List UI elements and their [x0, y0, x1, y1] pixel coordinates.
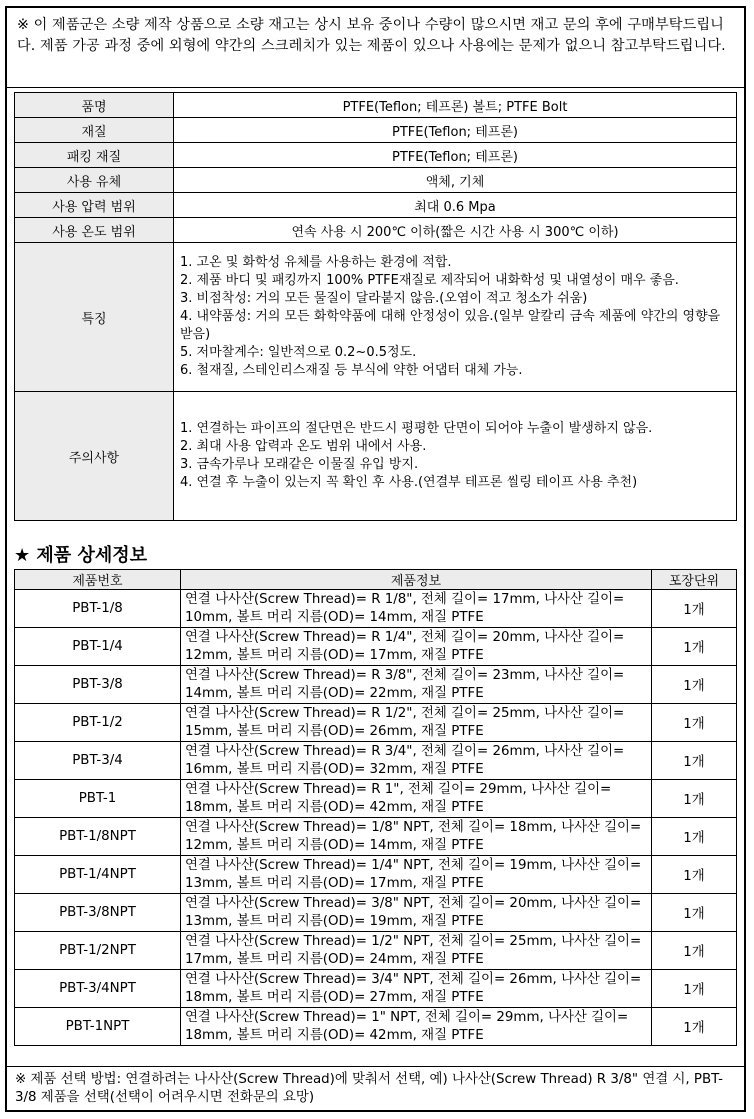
product-unit: 1개: [652, 818, 737, 856]
product-code: PBT-1NPT: [15, 1008, 181, 1046]
header-code: 제품번호: [15, 570, 181, 590]
spec-label: 사용 압력 범위: [15, 193, 174, 218]
spec-value: 액체, 기체: [174, 168, 737, 193]
product-info: 연결 나사산(Screw Thread)= R 3/8", 전체 길이= 23mm, 나사산 길이= 14mm, 볼트 머리 지름(OD)= 22mm, 재질 PTFE: [181, 666, 652, 704]
product-code: PBT-1/2: [15, 704, 181, 742]
spec-value: PTFE(Teflon; 테프론): [174, 143, 737, 168]
spec-value: 연속 사용 시 200℃ 이하(짧은 시간 사용 시 300℃ 이하): [174, 218, 737, 243]
spec-row: [15, 193, 737, 218]
cautions-label: 주의사항: [15, 392, 174, 521]
spec-label: 사용 유체: [15, 168, 174, 193]
spec-row: [15, 168, 737, 193]
product-code: PBT-3/8NPT: [15, 894, 181, 932]
features-line: 4. 내약품성: 거의 모든 화학약품에 대해 안정성이 있음.(일부 알칼리 금속 제품에 약간의 영향을 받음): [180, 309, 721, 342]
selection-guide: ※ 제품 선택 방법: 연결하려는 나사산(Screw Thread)에 맞춰서 선택, 예) 나사산(Screw Thread) R 3/8" 연결 시, PBT-3/8 제품을 선택(선택이 어려우시면 전화문의 요망): [7, 1066, 744, 1110]
product-unit: 1개: [652, 742, 737, 780]
product-row: [15, 932, 737, 970]
product-code: PBT-1/4: [15, 628, 181, 666]
product-unit: 1개: [652, 666, 737, 704]
spec-label: 패킹 재질: [15, 143, 174, 168]
spec-value: PTFE(Teflon; 테프론): [174, 118, 737, 143]
header-info: 제품정보: [181, 570, 652, 590]
product-row: [15, 704, 737, 742]
spec-row: [15, 118, 737, 143]
features-line: 3. 비점착성: 거의 모든 물질이 달라붙지 않음.(오염이 적고 청소가 쉬움): [180, 291, 588, 306]
product-unit: 1개: [652, 628, 737, 666]
product-row: [15, 590, 737, 628]
header-unit: 포장단위: [652, 570, 737, 590]
spec-row: [15, 143, 737, 168]
product-code: PBT-3/8: [15, 666, 181, 704]
detail-section-title: ★ 제품 상세정보: [14, 545, 147, 566]
spec-label: 품명: [15, 93, 174, 118]
product-info: 연결 나사산(Screw Thread)= 3/8" NPT, 전체 길이= 20mm, 나사산 길이= 13mm, 볼트 머리 지름(OD)= 19mm, 재질 PTFE: [181, 894, 652, 932]
cautions-text: [174, 392, 737, 521]
features-line: 6. 철재질, 스테인리스재질 등 부식에 약한 어댑터 대체 가능.: [180, 363, 523, 378]
features-line: 1. 고온 및 화학성 유체를 사용하는 환경에 적합.: [180, 255, 452, 270]
spec-label: 사용 온도 범위: [15, 218, 174, 243]
features-text: [174, 243, 737, 392]
product-code: PBT-1/8: [15, 590, 181, 628]
product-code: PBT-1/4NPT: [15, 856, 181, 894]
product-row: [15, 780, 737, 818]
cautions-line: 4. 연결 후 누출이 있는지 꼭 확인 후 사용.(연결부 테프론 씰링 테이프 사용 추천): [180, 475, 638, 490]
stock-notice: ※ 이 제품군은 소량 제작 상품으로 소량 재고는 상시 보유 중이나 수량이 많으시면 재고 문의 후에 구매부탁드립니다. 제품 가공 과정 중에 외형에 약간의 스크레치가 있는 제품이 있으나 사용에는 문제가 없으니 참고부탁드립니다.: [7, 8, 744, 88]
product-row: [15, 894, 737, 932]
product-info: 연결 나사산(Screw Thread)= 1/2" NPT, 전체 길이= 25mm, 나사산 길이= 17mm, 볼트 머리 지름(OD)= 24mm, 재질 PTFE: [181, 932, 652, 970]
product-code: PBT-1/8NPT: [15, 818, 181, 856]
product-unit: 1개: [652, 780, 737, 818]
product-code: PBT-1/2NPT: [15, 932, 181, 970]
spec-value: PTFE(Teflon; 테프론) 볼트; PTFE Bolt: [174, 93, 737, 118]
product-info: 연결 나사산(Screw Thread)= 1" NPT, 전체 길이= 29mm, 나사산 길이= 18mm, 볼트 머리 지름(OD)= 42mm, 재질 PTFE: [181, 1008, 652, 1046]
product-row: [15, 856, 737, 894]
product-unit: 1개: [652, 894, 737, 932]
product-row: [15, 1008, 737, 1046]
product-info: 연결 나사산(Screw Thread)= R 1", 전체 길이= 29mm, 나사산 길이= 18mm, 볼트 머리 지름(OD)= 42mm, 재질 PTFE: [181, 780, 652, 818]
product-unit: 1개: [652, 590, 737, 628]
cautions-row: [15, 392, 737, 521]
spec-table: [14, 92, 737, 521]
product-info: 연결 나사산(Screw Thread)= R 1/8", 전체 길이= 17mm, 나사산 길이= 10mm, 볼트 머리 지름(OD)= 14mm, 재질 PTFE: [181, 590, 652, 628]
cautions-line: 3. 금속가루나 모래같은 이물질 유입 방지.: [180, 457, 419, 472]
product-row: [15, 818, 737, 856]
spec-row: [15, 93, 737, 118]
product-unit: 1개: [652, 704, 737, 742]
product-info: 연결 나사산(Screw Thread)= 1/4" NPT, 전체 길이= 19mm, 나사산 길이= 13mm, 볼트 머리 지름(OD)= 17mm, 재질 PTFE: [181, 856, 652, 894]
features-label: 특징: [15, 243, 174, 392]
product-sheet: [5, 6, 746, 1112]
product-info: 연결 나사산(Screw Thread)= R 1/2", 전체 길이= 25mm, 나사산 길이= 15mm, 볼트 머리 지름(OD)= 26mm, 재질 PTFE: [181, 704, 652, 742]
features-row: [15, 243, 737, 392]
product-unit: 1개: [652, 1008, 737, 1046]
product-info: 연결 나사산(Screw Thread)= R 1/4", 전체 길이= 20mm, 나사산 길이= 12mm, 볼트 머리 지름(OD)= 17mm, 재질 PTFE: [181, 628, 652, 666]
product-info: 연결 나사산(Screw Thread)= 3/4" NPT, 전체 길이= 26mm, 나사산 길이= 18mm, 볼트 머리 지름(OD)= 27mm, 재질 PTFE: [181, 970, 652, 1008]
product-row: [15, 628, 737, 666]
features-line: 5. 저마찰계수: 일반적으로 0.2~0.5정도.: [180, 345, 417, 360]
product-unit: 1개: [652, 856, 737, 894]
product-info: 연결 나사산(Screw Thread)= R 3/4", 전체 길이= 26mm, 나사산 길이= 16mm, 볼트 머리 지름(OD)= 32mm, 재질 PTFE: [181, 742, 652, 780]
cautions-line: 1. 연결하는 파이프의 절단면은 반드시 평평한 단면이 되어야 누출이 발생하지 않음.: [180, 421, 653, 436]
spec-value: 최대 0.6 Mpa: [174, 193, 737, 218]
product-row: [15, 970, 737, 1008]
detail-header-row: [15, 570, 737, 590]
product-unit: 1개: [652, 970, 737, 1008]
product-row: [15, 742, 737, 780]
features-line: 2. 제품 바디 및 패킹까지 100% PTFE재질로 제작되어 내화학성 및 내열성이 매우 좋음.: [180, 273, 679, 288]
product-code: PBT-3/4: [15, 742, 181, 780]
product-info: 연결 나사산(Screw Thread)= 1/8" NPT, 전체 길이= 18mm, 나사산 길이= 12mm, 볼트 머리 지름(OD)= 14mm, 재질 PTFE: [181, 818, 652, 856]
product-code: PBT-1: [15, 780, 181, 818]
spec-row: [15, 218, 737, 243]
product-detail-table: [14, 569, 737, 1046]
spec-label: 재질: [15, 118, 174, 143]
product-row: [15, 666, 737, 704]
product-unit: 1개: [652, 932, 737, 970]
product-code: PBT-3/4NPT: [15, 970, 181, 1008]
cautions-line: 2. 최대 사용 압력과 온도 범위 내에서 사용.: [180, 439, 427, 454]
